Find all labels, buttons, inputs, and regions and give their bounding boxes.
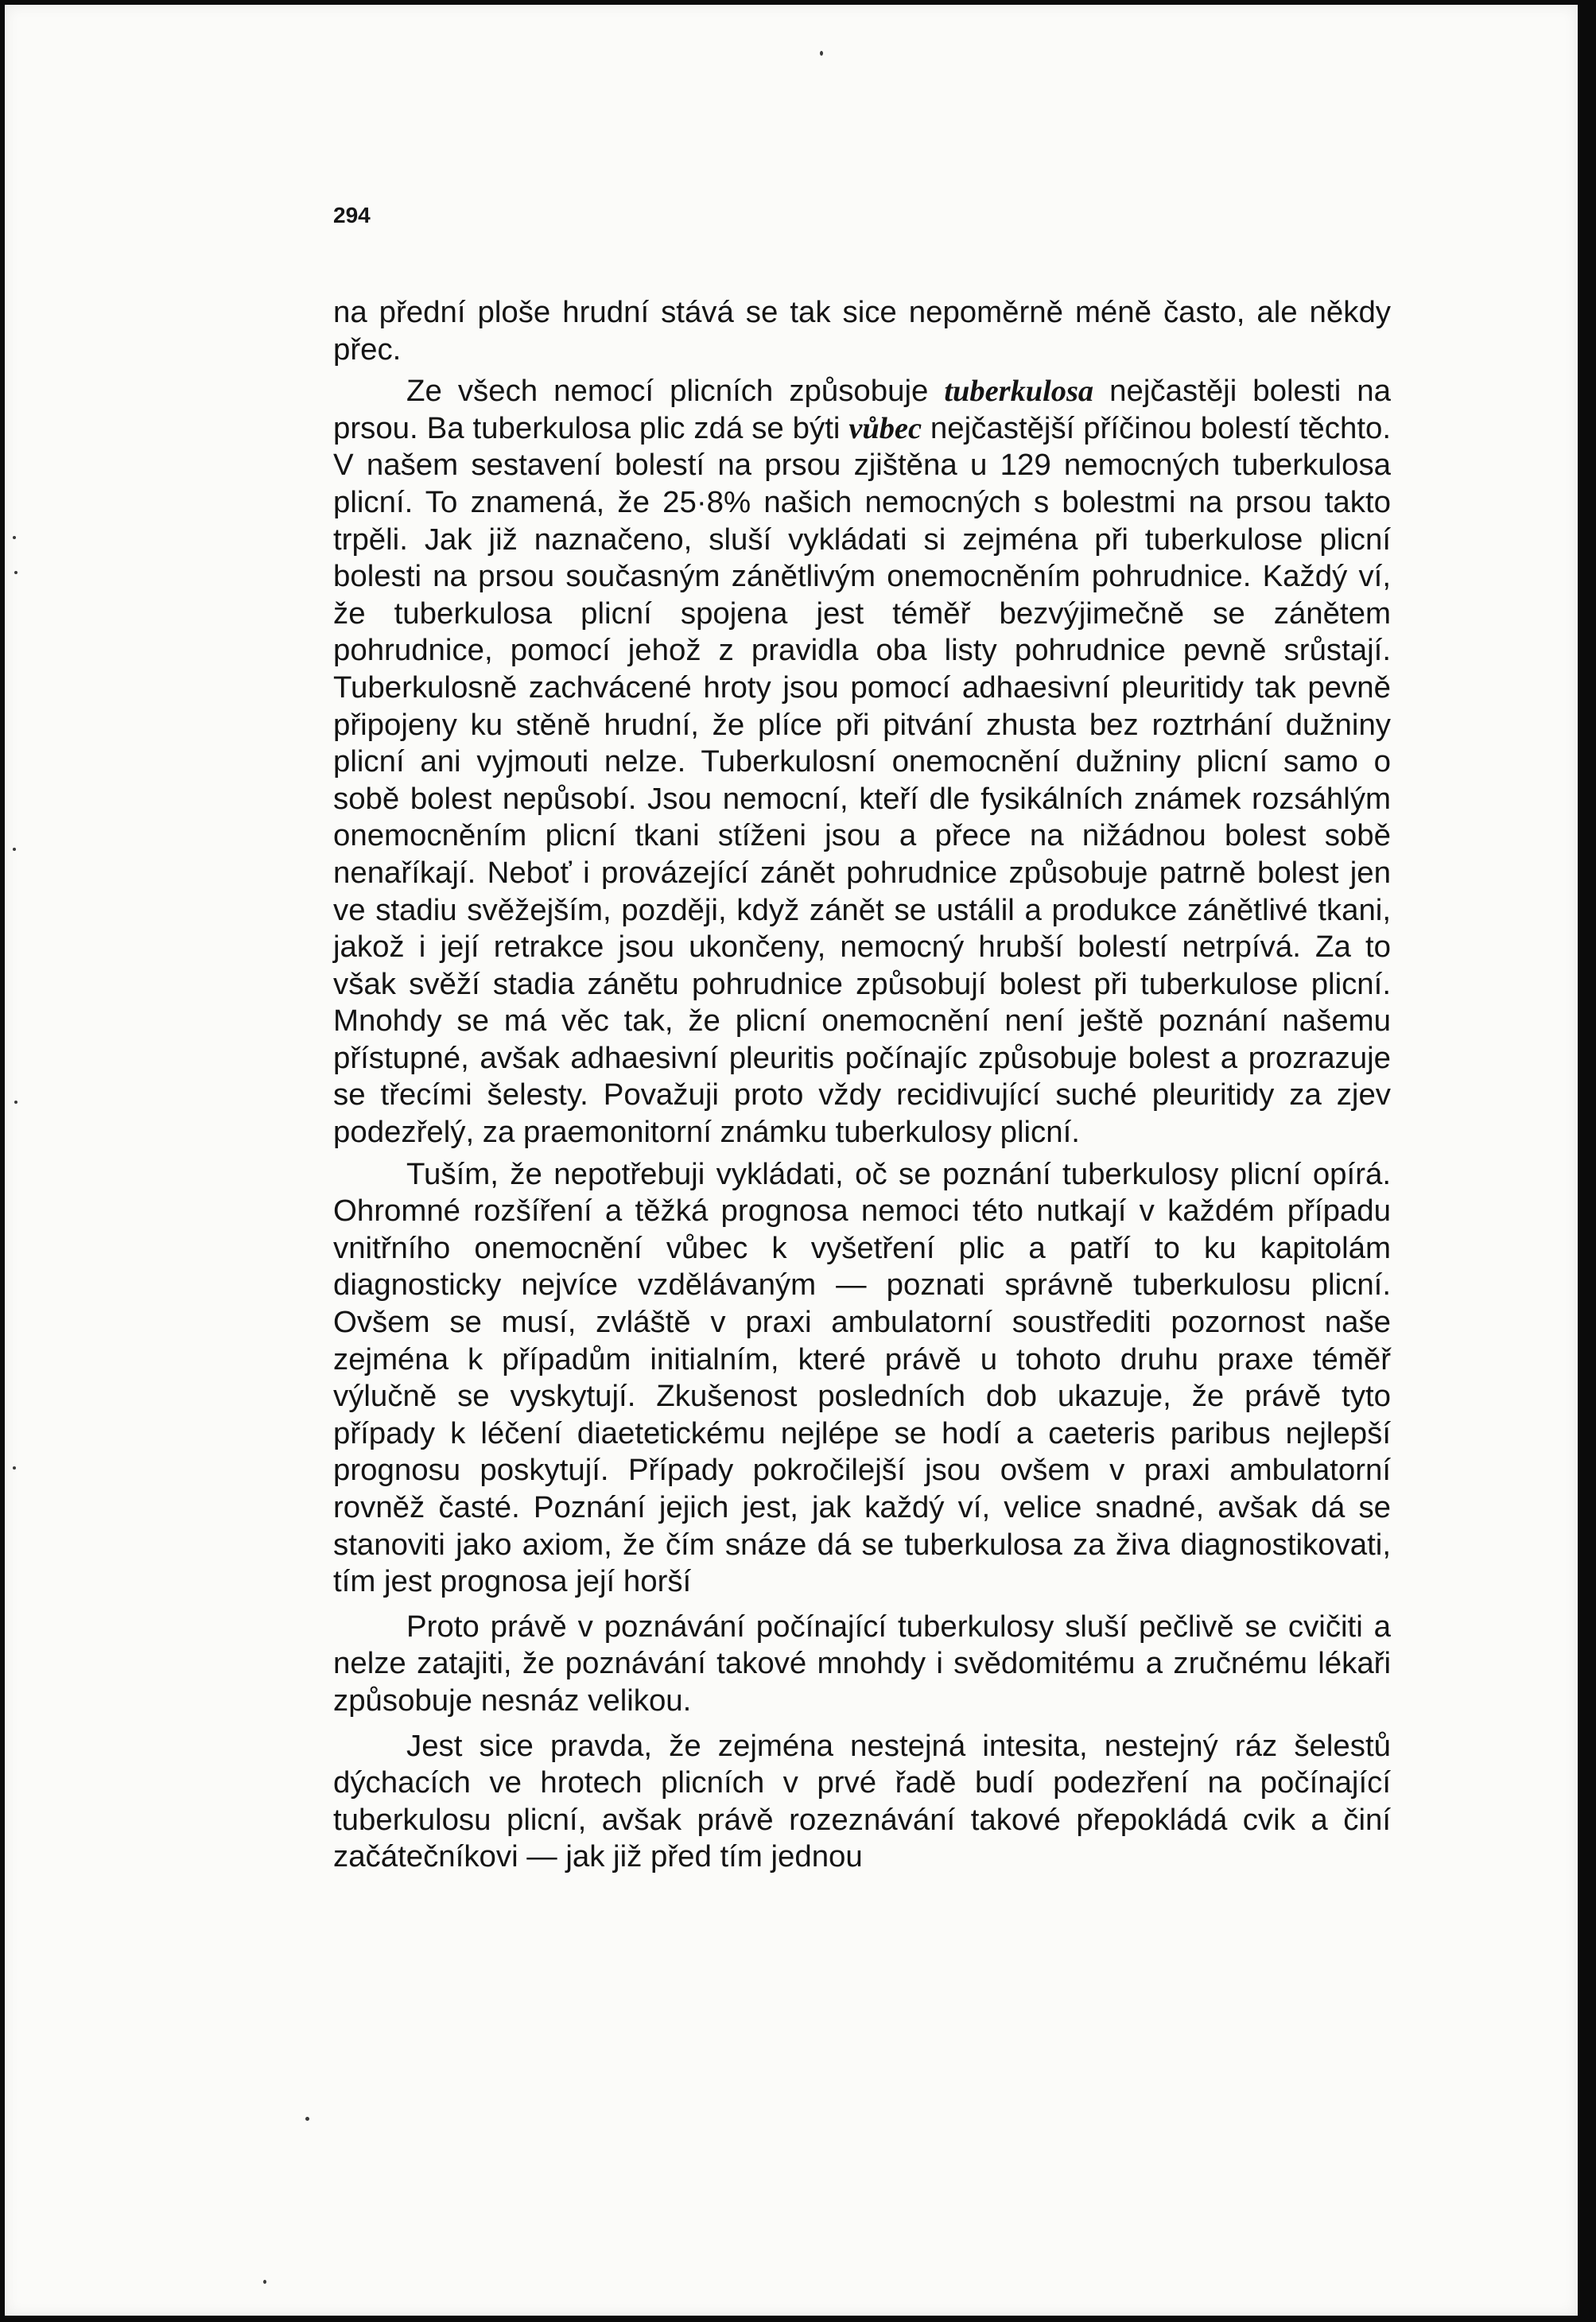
page-number: 294 — [333, 203, 371, 227]
text-segment: Proto právě v poznávání počínající tuberkulosy sluší pečlivě se cvičiti a nelze zatajiti, že poznávání takové mnohdy i svědomitému a zručnému lékaři způsobuje nesnáz velikou. — [333, 1609, 1391, 1718]
text-segment: nejčastější příčinou bolestí těchto. V našem sestavení bolestí na prsou zjištěna u 129 nemocných tuberkulosa plicní. To znamená, že 25·8% našich nemocných s bolestmi na prsou takto trpěli. Jak již naznačeno, sluší vykládati si zejména při tuberkulose plicní bolesti na prsou současným zánětlivým onemocněním pohrudnice. Každý ví, že tuberkulosa plicní spojena jest téměř bezvýjimečně se zánětem pohrudnice, pomocí jehož z pravidla oba listy pohrudnice pevně srůstají. Tuberkulosně zachvácené hroty jsou pomocí adhaesivní pleuritidy tak pevně připojeny ku stěně hrudní, že plíce při pitvání zhusta bez roztrhání dužniny plicní ani vyjmouti nelze. Tuberkulosní onemocnění dužniny plicní samo o sobě bolest nepůsobí. Jsou nemocní, kteří dle fysikálních známek rozsáhlým onemocněním plicní tkani stíženi jsou a přece na nižádnou bolest sobě nenaříkají. Neboť i provázející zánět pohrudnice způsobuje patrně bolest jen ve stadiu svěžejším, později, když zánět se ustálil a produkce zánětlivé tkani, jakož i její retrakce jsou ukončeny, nemocný hrubší bolestí netrpívá. Za to však svěží stadia zánětu pohrudnice způsobují bolest při tuberkulose plicní. Mnohdy se má věc tak, že plicní onemocnění není ještě poznání našemu přístupné, avšak adhaesivní pleuritis počínajíc způsobuje bolest a prozrazuje se třecími šelesty. Považuji proto vždy recidivující suché pleuritidy za zjev podezřelý, za praemonitorní známku tuberkulosy plicní. — [333, 410, 1391, 1150]
paragraph-4 — [333, 1609, 1391, 1720]
italic-term-tuberkulosa: tuberkulosa — [944, 375, 1094, 409]
scan-speck — [14, 571, 17, 574]
text-segment: Jest sice pravda, že zejména nestejná intesita, nestejný ráz šelestů dýchacích ve hrotech plicních v prvé řadě budí podezření na počínající tuberkulosu plicní, avšak právě rozeznávání takové přepokládá cvik a činí začátečníkovi — jak již před tím jednou — [333, 1728, 1391, 1874]
text-segment: na přední ploše hrudní stává se tak sice nepoměrně méně často, ale někdy přec. — [333, 295, 1391, 367]
scan-speck — [13, 536, 16, 539]
text-segment: Tuším, že nepotřebuji vykládati, oč se poznání tuberkulosy plicní opírá. Ohromné rozšíření a těžká prognosa nemoci této nutkají v každém případu vnitřního onemocnění vůbec k vyšetření plic a patří to ku kapitolám diagnosticky nejvíce vzdělávaným — poznati správně tuberkulosu plicní. Ovšem se musí, zvláště v praxi ambulatorní soustřediti pozornost naše zejména k případům initialním, které právě u tohoto druhu praxe téměř výlučně se vyskytují. Zkušenost posledních dob ukazuje, že právě tyto případy k léčení diaetetickému nejlépe se hodí a caeteris paribus nejlepší prognosu poskytují. Případy pokročilejší jsou ovšem v praxi ambulatorní rovněž časté. Poznání jejich jest, jak každý ví, velice snadné, avšak dá se stanoviti jako axiom, že čím snáze dá se tuberkulosa za živa diagnostikovati, tím jest prognosa její horší — [333, 1156, 1391, 1599]
scan-speck — [14, 1101, 17, 1104]
scan-speck — [13, 848, 16, 851]
paragraph-5 — [333, 1728, 1391, 1876]
book-page — [5, 5, 1578, 2316]
body-text — [333, 294, 1391, 1876]
scan-speck — [263, 2280, 266, 2284]
scan-speck — [13, 1466, 16, 1470]
scan-speck — [820, 51, 823, 56]
text-segment: nejčastěji bolesti na prsou. Ba tuberkulosa plic zdá se býti — [333, 374, 1391, 445]
paragraph-1 — [333, 294, 1391, 368]
italic-term-vubec: vůbec — [848, 411, 922, 445]
text-segment: Ze všech nemocí plicních způsobuje — [406, 374, 945, 409]
scan-speck — [305, 2117, 309, 2121]
paragraph-3 — [333, 1156, 1391, 1601]
paragraph-2 — [333, 373, 1391, 1151]
